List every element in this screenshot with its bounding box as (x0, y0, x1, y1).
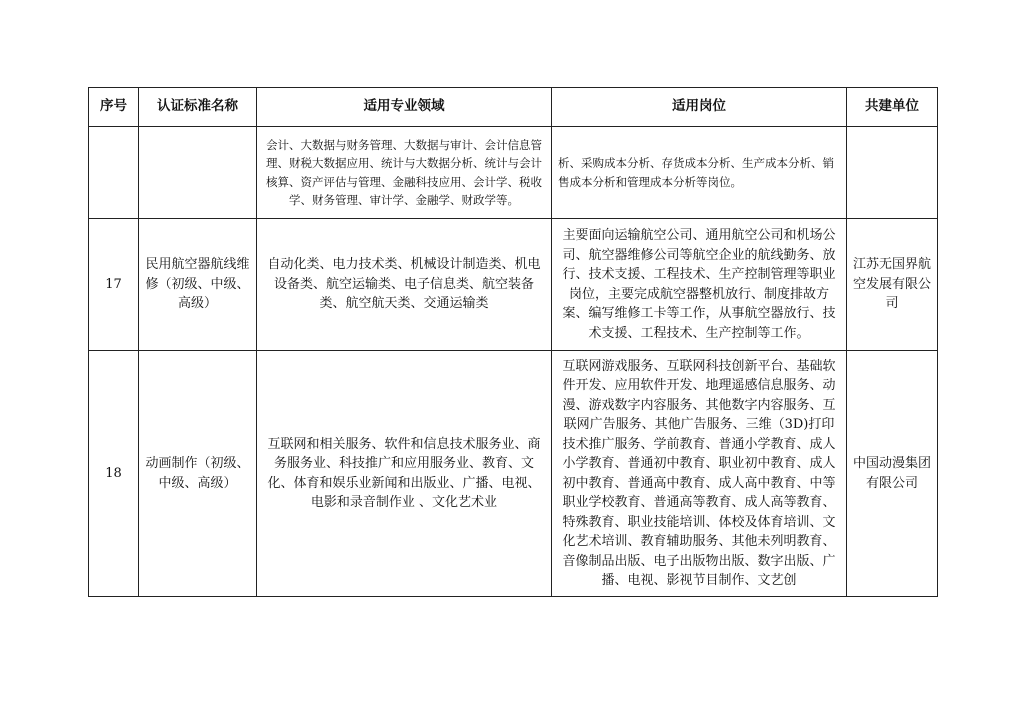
row-standard-name: 民用航空器航线维修（初级、中级、高级） (139, 219, 257, 351)
row-positions: 互联网游戏服务、互联网科技创新平台、基础软件开发、应用软件开发、地理遥感信息服务、动漫、游戏数字内容服务、其他数字内容服务、互联网广告服务、其他广告服务、三维（3D)打印技术推广服务、学前教育、普通小学教育、成人小学教育、普通初中教育、职业初中教育、成人初中教育、普通高中教育、成人高中教育、中等职业学校教育、普通高等教育、成人高等教育、特殊教育、职业技能培训、体校及体育培训、文化艺术培训、教育辅助服务、其他未列明教育、音像制品出版、电子出版物出版、数字出版、广播、电视、影视节目制作、文艺创 (552, 351, 847, 597)
header-partner: 共建单位 (847, 88, 938, 127)
header-fields: 适用专业领域 (257, 88, 552, 127)
row-positions: 主要面向运输航空公司、通用航空公司和机场公司、航空器维修公司等航空企业的航线勤务、放行、技术支援、工程技术、生产控制管理等职业岗位，主要完成航空器整机放行、制度排故方案、编写维修工卡等工作，从事航空器放行、技术支援、工程技术、生产控制等工作。 (552, 219, 847, 351)
table-header-row (89, 88, 938, 127)
row-fields: 互联网和相关服务、软件和信息技术服务业、商务服务业、科技推广和应用服务业、教育、文化、体育和娱乐业新闻和出版业、广播、电视、电影和录音制作业 、文化艺术业 (257, 351, 552, 597)
header-standard-name: 认证标准名称 (139, 88, 257, 127)
header-no: 序号 (89, 88, 139, 127)
row-no (89, 127, 139, 219)
row-no: 17 (89, 219, 139, 351)
row-partner (847, 127, 938, 219)
row-standard-name (139, 127, 257, 219)
header-positions: 适用岗位 (552, 88, 847, 127)
row-positions: 析、采购成本分析、存货成本分析、生产成本分析、销售成本分析和管理成本分析等岗位。 (552, 127, 847, 219)
row-no: 18 (89, 351, 139, 597)
row-fields: 会计、大数据与财务管理、大数据与审计、会计信息管理、财税大数据应用、统计与大数据分析、统计与会计核算、资产评估与管理、金融科技应用、会计学、税收学、财务管理、审计学、金融学、财政学等。 (257, 127, 552, 219)
row-partner: 中国动漫集团有限公司 (847, 351, 938, 597)
row-partner: 江苏无国界航空发展有限公司 (847, 219, 938, 351)
table-row (89, 127, 938, 219)
table-row (89, 351, 938, 597)
table-row (89, 219, 938, 351)
row-standard-name: 动画制作（初级、中级、高级） (139, 351, 257, 597)
certification-table (88, 87, 938, 597)
row-fields: 自动化类、电力技术类、机械设计制造类、机电设备类、航空运输类、电子信息类、航空装备类、航空航天类、交通运输类 (257, 219, 552, 351)
